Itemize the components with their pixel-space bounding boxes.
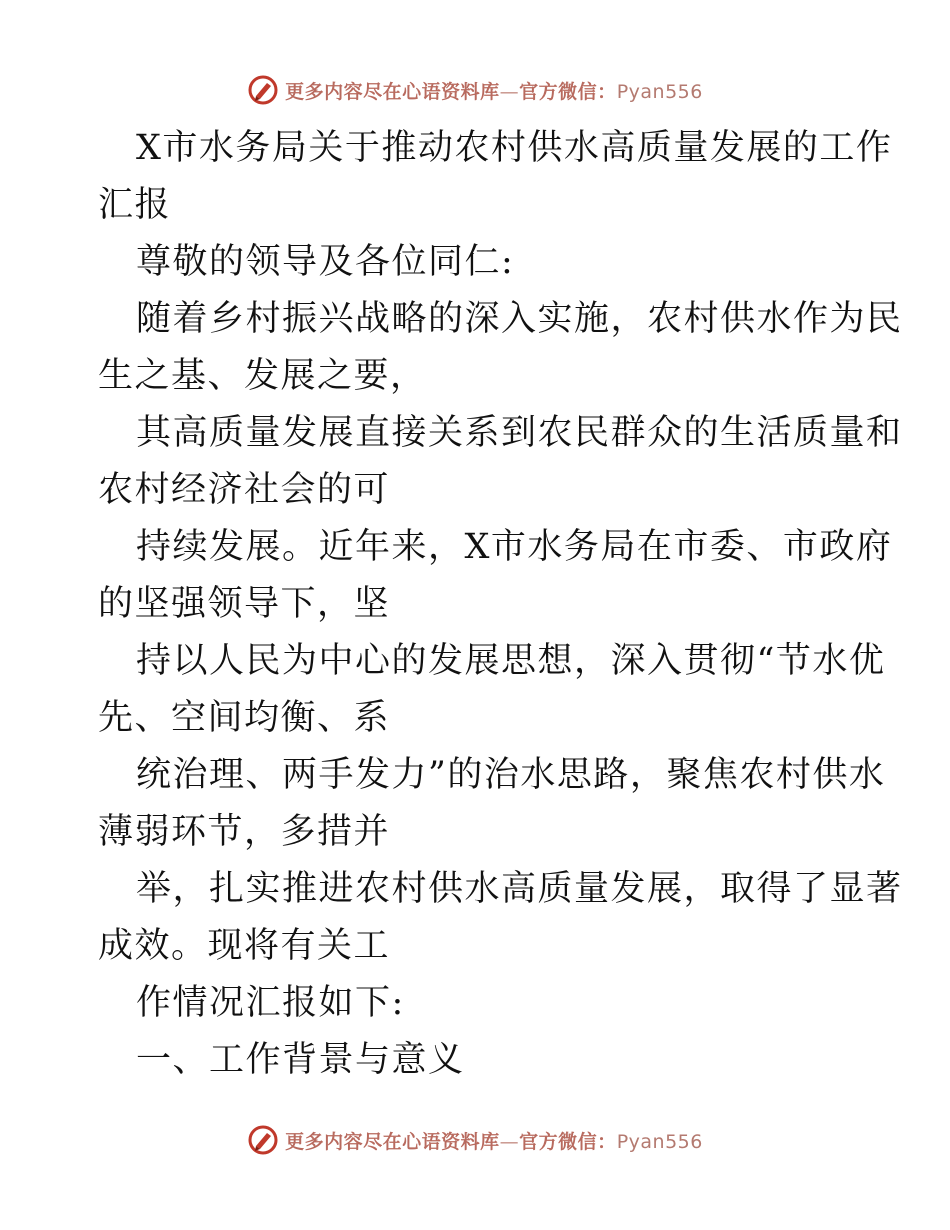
pen-logo-icon bbox=[247, 74, 279, 106]
document-line: 持续发展。近年来，X市水务局在市委、市政府 bbox=[136, 527, 893, 567]
watermark-wechat-label: 官方微信： bbox=[519, 80, 617, 103]
document-line: 汇报 bbox=[98, 185, 172, 225]
watermark-text bbox=[285, 77, 703, 104]
watermark-wechat-label: 官方微信： bbox=[519, 1130, 617, 1153]
document-line: 作情况汇报如下: bbox=[136, 983, 405, 1023]
document-line: 统治理、两手发力”的治水思路，聚焦农村供水 bbox=[136, 755, 886, 795]
watermark-text bbox=[285, 1127, 703, 1154]
document-line: X市水务局关于推动农村供水高质量发展的工作 bbox=[136, 128, 893, 168]
watermark-brand: 更多内容尽在心语资料库 bbox=[285, 80, 500, 103]
document-line: 生之基、发展之要， bbox=[98, 356, 427, 396]
document-line: 的坚强领导下，坚 bbox=[98, 584, 391, 624]
document-body bbox=[98, 120, 903, 1089]
document-line: 一、工作背景与意义 bbox=[136, 1040, 465, 1080]
watermark-brand: 更多内容尽在心语资料库 bbox=[285, 1130, 500, 1153]
document-line: 持以人民为中心的发展思想，深入贯彻“节水优 bbox=[136, 641, 886, 681]
header-watermark bbox=[0, 70, 950, 110]
watermark-wechat-id: Pyan556 bbox=[616, 1130, 703, 1153]
document-line: 薄弱环节，多措并 bbox=[98, 812, 391, 852]
watermark-wechat-id: Pyan556 bbox=[616, 80, 703, 103]
document-line: 尊敬的领导及各位同仁: bbox=[136, 242, 515, 282]
footer-watermark bbox=[0, 1120, 950, 1160]
document-line: 农村经济社会的可 bbox=[98, 470, 391, 510]
watermark-separator: — bbox=[499, 1130, 520, 1153]
document-line: 先、空间均衡、系 bbox=[98, 698, 391, 738]
watermark-separator: — bbox=[499, 80, 520, 103]
document-line: 成效。现将有关工 bbox=[98, 926, 391, 966]
pen-logo-icon bbox=[247, 1124, 279, 1156]
document-line: 举，扎实推进农村供水高质量发展，取得了显著 bbox=[136, 869, 903, 909]
document-line: 其高质量发展直接关系到农民群众的生活质量和 bbox=[136, 413, 903, 453]
document-line: 随着乡村振兴战略的深入实施，农村供水作为民 bbox=[136, 299, 903, 339]
